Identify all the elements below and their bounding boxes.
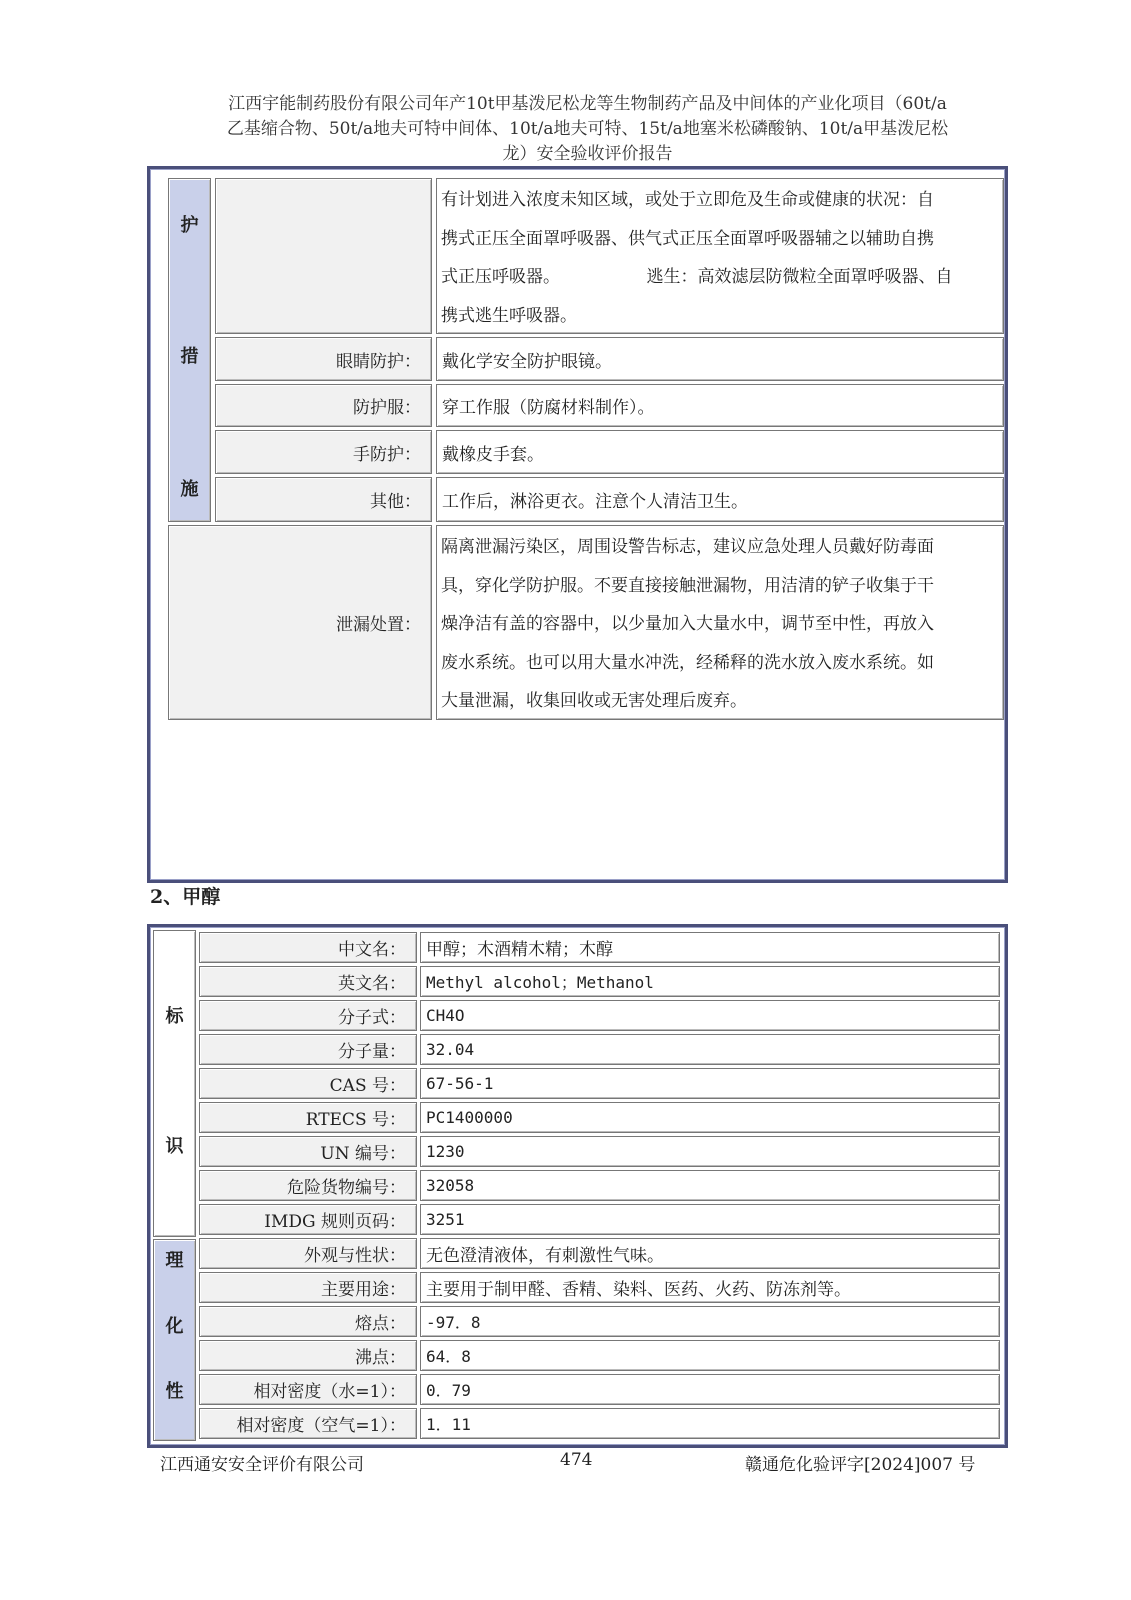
- hand-protection-value: 戴橡皮手套。: [436, 430, 1004, 474]
- protective-clothing-value: 穿工作服（防腐材料制作）。: [436, 384, 1004, 427]
- respiratory-protection-text: [436, 178, 1004, 334]
- methanol-row-label: 主要用途：: [199, 1272, 417, 1303]
- methanol-row-label: 外观与性状：: [199, 1238, 417, 1269]
- methanol-row-label: 相对密度（水=1）：: [199, 1374, 417, 1405]
- methanol-row-value: 67-56-1: [420, 1068, 1000, 1099]
- methanol-row-value: Methyl alcohol；Methanol: [420, 966, 1000, 997]
- footer-document-number: 赣通危化验评字[2024]007 号: [745, 1455, 976, 1475]
- methanol-row-value: 0．79: [420, 1374, 1000, 1405]
- other-protection-value: 工作后，淋浴更衣。注意个人清洁卫生。: [436, 477, 1004, 522]
- respiratory-line-4: 携式逃生呼吸器。: [441, 305, 577, 326]
- methanol-row-value: 32058: [420, 1170, 1000, 1201]
- methanol-row-value: 无色澄清液体，有刺激性气味。: [420, 1238, 1000, 1269]
- identification-category-cell: [153, 930, 196, 1237]
- leak-line-3: 燥净洁有盖的容器中，以少量加入大量水中，调节至中性，再放入: [441, 614, 934, 634]
- leak-line-1: 隔离泄漏污染区，周围设警告标志，建议应急处理人员戴好防毒面: [441, 537, 934, 557]
- methanol-row-label: 中文名：: [199, 932, 417, 963]
- section-title: 2、甲醇: [150, 886, 221, 908]
- methanol-row-label: IMDG 规则页码：: [199, 1204, 417, 1235]
- methanol-row-label: 英文名：: [199, 966, 417, 997]
- page-header: [150, 92, 1025, 167]
- header-line-2: 乙基缩合物、50t/a地夫可特中间体、10t/a地夫可特、15t/a地塞米松磷酸钠、10t/a甲基泼尼松: [226, 119, 949, 139]
- leak-line-5: 大量泄漏，收集回收或无害处理后废弃。: [441, 691, 747, 711]
- respiratory-line-2: 携式正压全面罩呼吸器、供气式正压全面罩呼吸器辅之以辅助自携: [441, 228, 934, 249]
- footer-page-number: 474: [560, 1450, 593, 1470]
- respiratory-label-cell: [215, 178, 432, 334]
- leak-line-4: 废水系统。也可以用大量水冲洗，经稀释的洗水放入废水系统。如: [441, 652, 934, 673]
- other-protection-label: 其他：: [215, 477, 432, 522]
- methanol-row-value: CH4O: [420, 1000, 1000, 1031]
- header-line-1: 江西宇能制药股份有限公司年产10t甲基泼尼松龙等生物制药产品及中间体的产业化项目（60t/a: [228, 94, 947, 114]
- physchem-category-cell: [153, 1239, 196, 1441]
- methanol-row-value: 64．8: [420, 1340, 1000, 1371]
- physchem-char-2: 化: [165, 1316, 184, 1337]
- protective-clothing-label: 防护服：: [215, 384, 432, 427]
- methanol-row-value: 3251: [420, 1204, 1000, 1235]
- identification-char-1: 标: [165, 1006, 184, 1027]
- category-char-2: 措: [180, 346, 199, 367]
- identification-char-2: 识: [165, 1136, 184, 1157]
- physchem-char-3: 性: [165, 1381, 184, 1402]
- hand-protection-label: 手防护：: [215, 430, 432, 474]
- respiratory-line-3: 式正压呼吸器。 逃生：高效滤层防微粒全面罩呼吸器、自: [441, 267, 953, 287]
- methanol-row-label: 沸点：: [199, 1340, 417, 1371]
- methanol-row-value: PC1400000: [420, 1102, 1000, 1133]
- methanol-row-label: UN 编号：: [199, 1136, 417, 1167]
- leak-line-2: 具，穿化学防护服。不要直接接触泄漏物，用洁清的铲子收集于干: [441, 575, 934, 596]
- methanol-row-label: 分子量：: [199, 1034, 417, 1065]
- methanol-row-label: 危险货物编号：: [199, 1170, 417, 1201]
- methanol-row-value: -97．8: [420, 1306, 1000, 1337]
- methanol-row-label: CAS 号：: [199, 1068, 417, 1099]
- physchem-char-1: 理: [165, 1250, 184, 1271]
- methanol-row-label: 相对密度（空气=1）：: [199, 1408, 417, 1439]
- methanol-row-value: 1．11: [420, 1408, 1000, 1439]
- methanol-row-label: 分子式：: [199, 1000, 417, 1031]
- eye-protection-label: 眼睛防护：: [215, 337, 432, 381]
- eye-protection-value: 戴化学安全防护眼镜。: [436, 337, 1004, 381]
- leak-disposal-label: 泄漏处置：: [168, 525, 432, 720]
- methanol-row-value: 1230: [420, 1136, 1000, 1167]
- methanol-row-label: RTECS 号：: [199, 1102, 417, 1133]
- leak-disposal-text: [436, 525, 1004, 720]
- header-line-3: 龙）安全验收评价报告: [502, 144, 673, 164]
- methanol-row-value: 32.04: [420, 1034, 1000, 1065]
- methanol-row-label: 熔点：: [199, 1306, 417, 1337]
- category-char-3: 施: [180, 479, 199, 500]
- footer-company: 江西通安安全评价有限公司: [160, 1455, 364, 1475]
- methanol-row-value: 甲醇；木酒精木精；木醇: [420, 932, 1000, 963]
- respiratory-line-1: 有计划进入浓度未知区域，或处于立即危及生命或健康的状况：自: [441, 190, 934, 210]
- protection-category-cell: [168, 178, 211, 522]
- methanol-row-value: 主要用于制甲醛、香精、染料、医药、火药、防冻剂等。: [420, 1272, 1000, 1303]
- category-char-1: 护: [180, 215, 199, 236]
